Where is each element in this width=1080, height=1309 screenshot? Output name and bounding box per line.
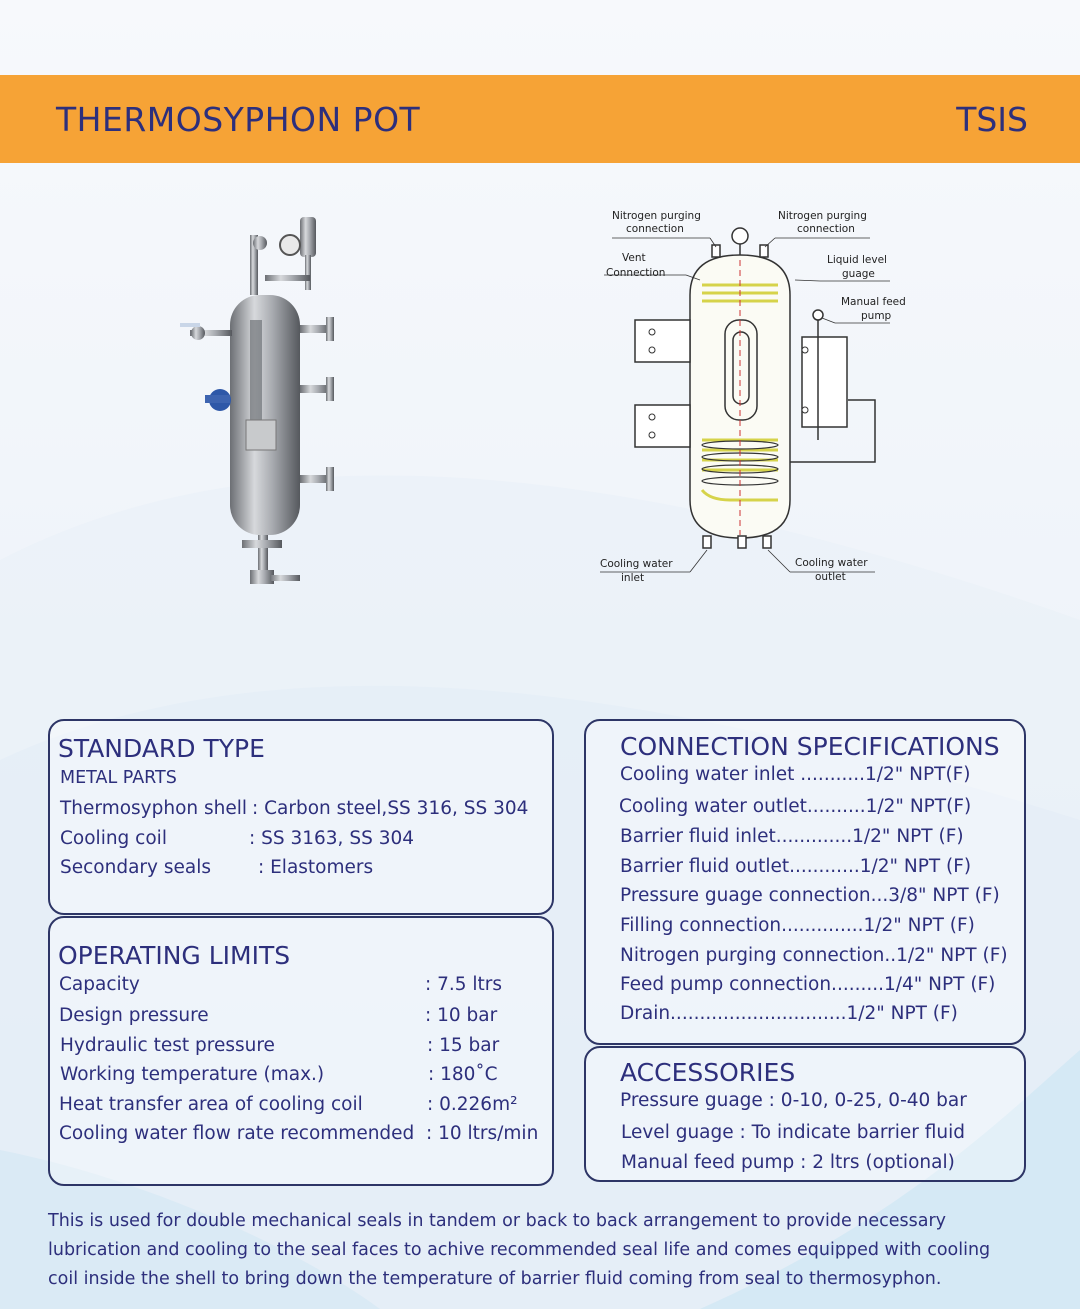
label-nitrogen-left-2: connection	[626, 223, 684, 235]
standard-row-value: : Elastomers	[258, 857, 374, 878]
limit-row-label: Capacity	[59, 974, 140, 995]
connection-row: Barrier fluid inlet.............1/2" NPT (F)	[620, 826, 964, 847]
accessories-title: ACCESSORIES	[620, 1058, 796, 1087]
product-photo	[150, 205, 350, 605]
accessory-row: Manual feed pump : 2 ltrs (optional)	[621, 1152, 955, 1173]
connection-row: Feed pump connection.........1/4" NPT (F)	[620, 974, 996, 995]
limit-row-label: Cooling water flow rate recommended	[59, 1123, 415, 1144]
limit-row-value: : 15 bar	[427, 1035, 500, 1056]
label-cooling-outlet-2: outlet	[815, 571, 846, 583]
connection-specifications-title: CONNECTION SPECIFICATIONS	[620, 732, 1000, 761]
standard-row-value: : Carbon steel,SS 316, SS 304	[252, 798, 529, 819]
limit-row-label: Working temperature (max.)	[60, 1064, 325, 1085]
limit-row-label: Heat transfer area of cooling coil	[59, 1094, 363, 1115]
operating-limits-title: OPERATING LIMITS	[58, 941, 291, 970]
connection-row: Pressure guage connection...3/8" NPT (F)	[620, 885, 1000, 906]
connection-row: Filling connection..............1/2" NPT (F)	[620, 915, 975, 936]
standard-row-value: : SS 3163, SS 304	[249, 828, 415, 849]
connection-row: Barrier fluid outlet............1/2" NPT (F)	[620, 856, 972, 877]
label-cooling-inlet-2: inlet	[621, 572, 645, 584]
connection-row: Drain..............................1/2" NPT (F)	[620, 1003, 958, 1024]
schematic-diagram	[590, 200, 906, 595]
description-line: This is used for double mechanical seals in tandem or back to back arrangement to provide necessary	[48, 1211, 947, 1231]
limit-row-value: : 10 bar	[425, 1005, 498, 1026]
label-manual-feed-2: pump	[861, 310, 892, 322]
description-line: coil inside the shell to bring down the temperature of barrier fluid coming from seal to thermosyphon.	[48, 1269, 942, 1289]
limit-row-value: : 10 ltrs/min	[426, 1123, 539, 1144]
connection-row: Cooling water inlet ...........1/2" NPT(F)	[620, 764, 971, 785]
standard-type-title: STANDARD TYPE	[58, 734, 265, 763]
accessory-row: Pressure guage : 0-10, 0-25, 0-40 bar	[620, 1090, 967, 1111]
limit-row-value: : 0.226m²	[427, 1094, 518, 1115]
label-vent-1: Vent	[622, 252, 646, 264]
product-code: TSIS	[956, 100, 1028, 139]
limit-row-value: : 180˚C	[428, 1064, 498, 1085]
connection-row: Nitrogen purging connection..1/2" NPT (F)	[620, 945, 1008, 966]
label-manual-feed-1: Manual feed	[841, 296, 906, 308]
page-title: THERMOSYPHON POT	[56, 100, 421, 139]
accessory-row: Level guage : To indicate barrier fluid	[621, 1122, 966, 1143]
limit-row-value: : 7.5 ltrs	[425, 974, 503, 995]
label-nitrogen-right-1: Nitrogen purging	[778, 210, 867, 222]
label-liquid-level-1: Liquid level	[827, 254, 887, 266]
description-paragraph	[48, 1207, 1038, 1294]
label-vent-2: Connection	[606, 267, 666, 279]
label-cooling-outlet-1: Cooling water	[795, 557, 868, 569]
connection-row: Cooling water outlet..........1/2" NPT(F)	[619, 796, 972, 817]
standard-row-label: Secondary seals	[60, 857, 211, 878]
label-cooling-inlet-1: Cooling water	[600, 558, 673, 570]
limit-row-label: Design pressure	[59, 1005, 209, 1026]
label-liquid-level-2: guage	[842, 268, 875, 280]
label-nitrogen-left-1: Nitrogen purging	[612, 210, 701, 222]
description-line: lubrication and cooling to the seal faces to achive recommended seal life and comes equipped with cooling	[48, 1240, 991, 1260]
label-nitrogen-right-2: connection	[797, 223, 855, 235]
standard-row-label: Cooling coil	[60, 828, 167, 849]
limit-row-label: Hydraulic test pressure	[60, 1035, 275, 1056]
standard-row-label: Thermosyphon shell	[60, 798, 248, 819]
metal-parts-subtitle: METAL PARTS	[60, 768, 177, 788]
